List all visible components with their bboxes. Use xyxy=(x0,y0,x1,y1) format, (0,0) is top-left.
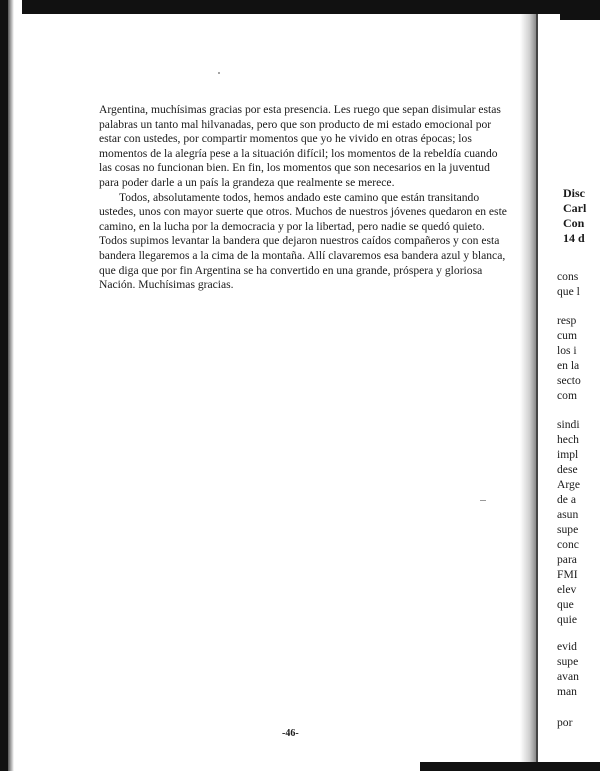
speech-text xyxy=(99,103,509,293)
facing-line: cons xyxy=(557,270,579,283)
facing-line: evid xyxy=(557,640,577,653)
facing-line: en la xyxy=(557,359,580,372)
facing-line: para xyxy=(557,553,577,566)
facing-line: de a xyxy=(557,493,576,506)
facing-line: por xyxy=(557,716,573,729)
scan-left-edge xyxy=(0,0,8,771)
facing-line: com xyxy=(557,389,577,402)
facing-line: conc xyxy=(557,538,579,551)
facing-line: impl xyxy=(557,448,579,461)
paragraph-2: Todos, absolutamente todos, hemos andado este camino que están transitando ustedes, unos con mayor suerte que otros. Muchos de nuestros jóvenes quedaron en este camino, en la lucha por la democracia y por la libertad, pero nadie se quedó quieto. Todos supimos levantar la bandera que dejaron nuestros caídos compañeros y con esta bandera llegaremos a la cima de la montaña. Allí clavaremos esa bandera azul y blanca, que diga que por fin Argentina se ha convertido en una grande, próspera y gloriosa Nación. Muchísimas gracias. xyxy=(99,190,507,292)
facing-line: FMI xyxy=(557,568,578,581)
book-gutter-shadow xyxy=(520,14,536,762)
facing-line: avan xyxy=(557,670,579,683)
paragraph-1: Argentina, muchísimas gracias por esta presencia. Les ruego que sepan disimular estas palabras un tanto mal hilvanadas, pero que son producto de mi estado emocional por estar con ustedes, por compartir momentos que yo he vivido en otras épocas; los momentos de la alegría pese a la situación difícil; los momentos de la rebeldía cuando las cosas no funcionan bien. En fin, los momentos que son necesarios en la juventud para poder darle a un país la grandeza que realmente se merece. xyxy=(99,103,501,189)
facing-heading-line: Con xyxy=(563,216,585,230)
facing-page xyxy=(555,0,600,771)
facing-line: supe xyxy=(557,523,579,536)
page-number: -46- xyxy=(282,728,299,739)
facing-line: resp xyxy=(557,314,577,327)
facing-line: los i xyxy=(557,344,577,357)
facing-line: man xyxy=(557,685,577,698)
scan-left-shadow xyxy=(8,0,14,771)
facing-line: dese xyxy=(557,463,578,476)
facing-line: quie xyxy=(557,613,577,626)
facing-line: elev xyxy=(557,583,577,596)
facing-line: que l xyxy=(557,285,580,298)
scan-mark xyxy=(480,500,486,501)
facing-heading-line: 14 d xyxy=(563,231,585,245)
facing-line: que xyxy=(557,598,574,611)
facing-line: asun xyxy=(557,508,579,521)
facing-line: cum xyxy=(557,329,577,342)
facing-line: hech xyxy=(557,433,579,446)
book-gutter-line xyxy=(536,14,538,762)
scan-speck xyxy=(218,72,220,74)
scan-top-edge xyxy=(22,0,600,14)
facing-line: secto xyxy=(557,374,581,387)
facing-line: Arge xyxy=(557,478,580,491)
facing-line: sindi xyxy=(557,418,580,431)
facing-line: supe xyxy=(557,655,579,668)
facing-heading-line: Carl xyxy=(563,201,587,215)
facing-heading-line: Disc xyxy=(563,186,585,200)
